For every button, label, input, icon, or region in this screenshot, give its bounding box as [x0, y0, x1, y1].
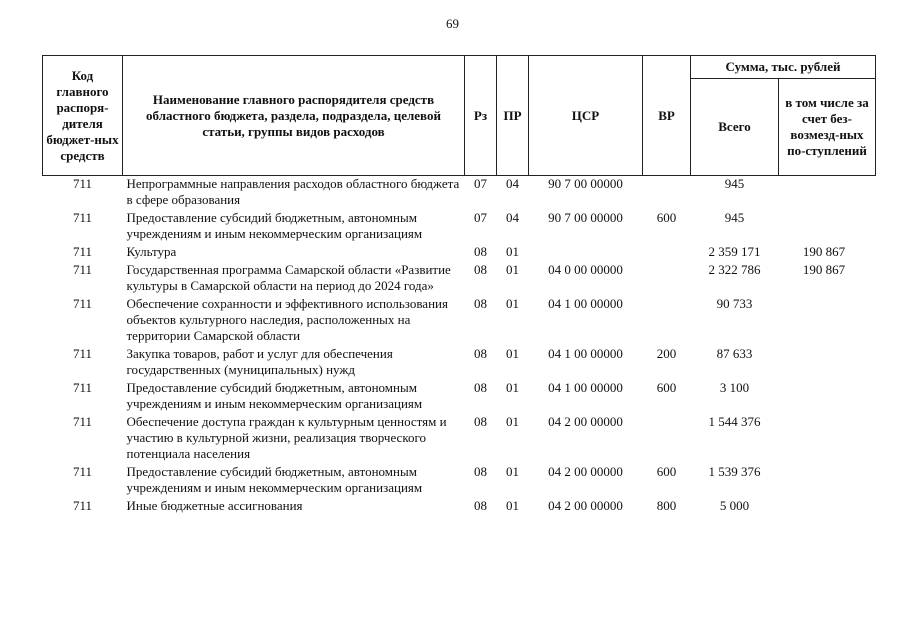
cell-grant — [779, 380, 876, 414]
header-name: Наименование главного распорядителя средств областного бюджета, раздела, подраздела, целевой статьи, группы видов расходов — [123, 56, 465, 176]
table-row — [43, 498, 876, 516]
cell-code: 711 — [72, 380, 93, 395]
cell-grant: 190 867 — [802, 262, 846, 277]
cell-grant — [779, 210, 876, 244]
cell-code: 711 — [72, 244, 93, 259]
cell-grant — [779, 346, 876, 380]
cell-rz: 07 — [474, 176, 487, 191]
table-row — [43, 176, 876, 211]
cell-csr: 04 2 00 00000 — [548, 414, 623, 429]
header-vr: ВР — [643, 56, 691, 176]
cell-pr: 04 — [506, 210, 519, 225]
table-body — [43, 176, 876, 517]
cell-name: Иные бюджетные ассигнования — [126, 498, 303, 513]
table-row — [43, 346, 876, 380]
cell-name: Предоставление субсидий бюджетным, автономным учреждениям и иным некоммерческим организациям — [126, 380, 423, 411]
cell-csr: 90 7 00 00000 — [548, 210, 623, 225]
cell-name: Закупка товаров, работ и услуг для обеспечения государственных (муниципальных) нужд — [126, 346, 393, 377]
cell-total: 2 359 171 — [708, 244, 761, 259]
cell-rz: 08 — [474, 346, 487, 361]
cell-vr: 200 — [656, 346, 677, 361]
cell-code: 711 — [72, 210, 93, 225]
cell-vr — [643, 414, 691, 464]
table-row — [43, 464, 876, 498]
cell-pr: 04 — [506, 176, 519, 191]
cell-name: Обеспечение сохранности и эффективного использования объектов культурного наследия, расположенных на территории Самарской области — [126, 296, 448, 343]
cell-csr: 04 2 00 00000 — [548, 464, 623, 479]
cell-csr: 04 2 00 00000 — [548, 498, 623, 513]
cell-code: 711 — [72, 262, 93, 277]
cell-pr: 01 — [506, 414, 519, 429]
cell-rz: 08 — [474, 414, 487, 429]
cell-code: 711 — [72, 414, 93, 429]
table-row — [43, 296, 876, 346]
table-row — [43, 414, 876, 464]
cell-rz: 08 — [474, 296, 487, 311]
cell-total: 87 633 — [716, 346, 753, 361]
cell-code: 711 — [72, 464, 93, 479]
cell-vr: 800 — [656, 498, 677, 513]
header-grant: в том числе за счет без-возмезд-ных по-ступлений — [779, 79, 876, 176]
cell-name: Обеспечение доступа граждан к культурным ценностям и участию в культурной жизни, реализация творческого потенциала населения — [126, 414, 447, 461]
header-csr: ЦСР — [529, 56, 643, 176]
cell-total: 3 100 — [719, 380, 750, 395]
cell-vr: 600 — [656, 210, 677, 225]
cell-grant — [779, 296, 876, 346]
cell-rz: 08 — [474, 262, 487, 277]
cell-pr: 01 — [506, 296, 519, 311]
header-pr: ПР — [497, 56, 529, 176]
cell-rz: 08 — [474, 244, 487, 259]
cell-total: 2 322 786 — [708, 262, 761, 277]
cell-vr — [643, 176, 691, 211]
cell-vr: 600 — [656, 380, 677, 395]
cell-vr — [643, 262, 691, 296]
cell-pr: 01 — [506, 346, 519, 361]
cell-csr: 04 1 00 00000 — [548, 380, 623, 395]
budget-table — [42, 55, 876, 516]
cell-code: 711 — [72, 296, 93, 311]
cell-total: 945 — [724, 210, 745, 225]
cell-pr: 01 — [506, 262, 519, 277]
cell-grant — [779, 414, 876, 464]
header-total: Всего — [691, 79, 779, 176]
table-row — [43, 262, 876, 296]
cell-code: 711 — [72, 176, 93, 191]
cell-pr: 01 — [506, 244, 519, 259]
page-number: 69 — [446, 16, 459, 31]
cell-csr: 04 1 00 00000 — [548, 346, 623, 361]
cell-total: 945 — [724, 176, 745, 191]
cell-grant: 190 867 — [802, 244, 846, 259]
cell-csr: 04 1 00 00000 — [548, 296, 623, 311]
cell-pr: 01 — [506, 464, 519, 479]
cell-vr — [643, 244, 691, 262]
table-header — [43, 56, 876, 176]
cell-name: Предоставление субсидий бюджетным, автономным учреждениям и иным некоммерческим организациям — [126, 210, 423, 241]
cell-pr: 01 — [506, 498, 519, 513]
cell-total: 90 733 — [716, 296, 753, 311]
header-code: Код главного распоря-дителя бюджет-ных средств — [43, 56, 123, 176]
cell-vr: 600 — [656, 464, 677, 479]
cell-csr — [529, 244, 643, 262]
cell-code: 711 — [72, 346, 93, 361]
cell-csr: 90 7 00 00000 — [548, 176, 623, 191]
cell-pr: 01 — [506, 380, 519, 395]
cell-name: Культура — [126, 244, 177, 259]
cell-vr — [643, 296, 691, 346]
cell-rz: 07 — [474, 210, 487, 225]
cell-rz: 08 — [474, 380, 487, 395]
cell-name: Предоставление субсидий бюджетным, автономным учреждениям и иным некоммерческим организациям — [126, 464, 423, 495]
cell-total: 1 544 376 — [708, 414, 761, 429]
header-sum: Сумма, тыс. рублей — [691, 56, 876, 79]
cell-total: 1 539 376 — [708, 464, 761, 479]
table-row — [43, 244, 876, 262]
cell-name: Непрограммные направления расходов областного бюджета в сфере образования — [126, 176, 460, 207]
cell-total: 5 000 — [719, 498, 750, 513]
cell-code: 711 — [72, 498, 93, 513]
cell-csr: 04 0 00 00000 — [548, 262, 623, 277]
cell-grant — [779, 498, 876, 516]
cell-rz: 08 — [474, 498, 487, 513]
table-row — [43, 210, 876, 244]
table-row — [43, 380, 876, 414]
cell-grant — [779, 464, 876, 498]
cell-name: Государственная программа Самарской области «Развитие культуры в Самарской области на период до 2024 года» — [126, 262, 451, 293]
cell-rz: 08 — [474, 464, 487, 479]
header-rz: Рз — [465, 56, 497, 176]
cell-grant — [779, 176, 876, 211]
